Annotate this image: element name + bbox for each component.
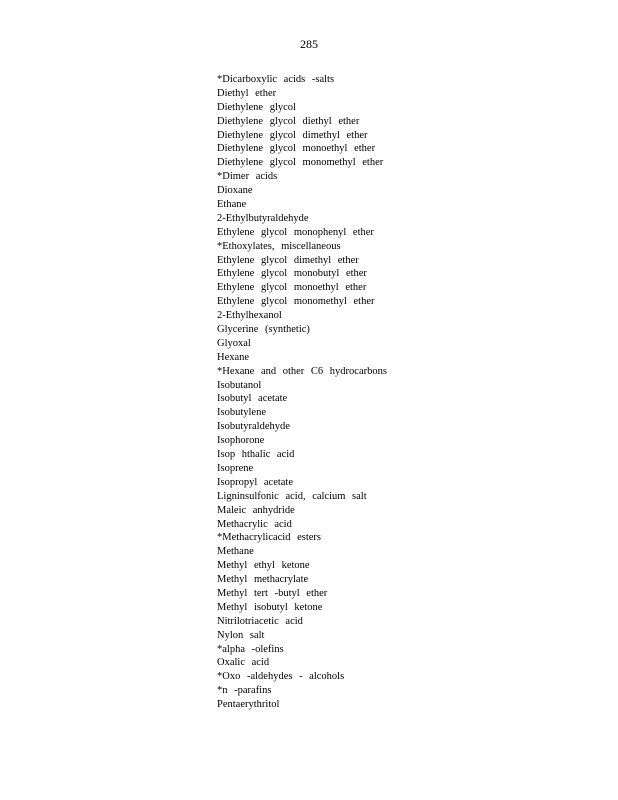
chemical-list-item: *Methacrylicacid esters — [217, 532, 321, 544]
chemical-list-item: Glycerine (synthetic) — [217, 324, 310, 336]
chemical-list-item: Isobutyl acetate — [217, 393, 288, 405]
chemical-list-item: Isobutyraldehyde — [217, 421, 290, 433]
chemical-list-item: 2-Ethylhexanol — [217, 310, 282, 322]
chemical-list-item: Isobutanol — [217, 379, 262, 391]
chemical-list-item: Diethylene glycol monomethyl ether — [217, 157, 384, 169]
chemical-list-item: Diethylene glycol diethyl ether — [217, 115, 360, 127]
chemical-list-item: *Hexane and other C6 hydrocarbons — [217, 365, 387, 377]
chemical-list-item: Isoprene — [217, 462, 254, 474]
chemical-list-item: Methane — [217, 546, 254, 558]
chemical-list-item: Pentaerythritol — [217, 699, 280, 711]
chemical-list-item: Isobutylene — [217, 407, 266, 419]
chemical-list-item: Methyl isobutyl ketone — [217, 601, 323, 613]
chemical-list-item: Maleic anhydride — [217, 504, 295, 516]
chemical-list-item: Diethyl ether — [217, 87, 277, 99]
chemical-list-item: Ethylene glycol monoethyl ether — [217, 282, 367, 294]
chemical-list-item: Isophorone — [217, 435, 265, 447]
chemical-list-item: Diethylene glycol — [217, 101, 296, 113]
chemical-list-item: Methyl tert -butyl ether — [217, 587, 328, 599]
page-number: 285 — [300, 37, 318, 51]
chemical-list — [217, 73, 387, 712]
chemical-list-item: Nitrilotriacetic acid — [217, 615, 303, 627]
chemical-list-item: Isopropyl acetate — [217, 476, 294, 488]
chemical-list-item: *n -parafins — [217, 685, 272, 697]
chemical-list-item: Ethylene glycol monobutyl ether — [217, 268, 367, 280]
chemical-list-item: *Dimer acids — [217, 171, 278, 183]
chemical-list-item: Diethylene glycol monoethyl ether — [217, 143, 376, 155]
chemical-list-item: Isop hthalic acid — [217, 449, 295, 461]
chemical-list-item: Oxalic acid — [217, 657, 270, 669]
chemical-list-item: Methyl ethyl ketone — [217, 560, 310, 572]
chemical-list-item: Ethylene glycol monophenyl ether — [217, 226, 374, 238]
chemical-list-item: Nylon salt — [217, 629, 265, 641]
chemical-list-item: Hexane — [217, 351, 250, 363]
chemical-list-item: Dioxane — [217, 185, 253, 197]
chemical-list-item: Glyoxal — [217, 337, 251, 349]
chemical-list-item: *Dicarboxylic acids -salts — [217, 74, 335, 85]
chemical-list-item: *Oxo -aldehydes - alcohols — [217, 671, 345, 683]
chemical-list-item: Methacrylic acid — [217, 518, 292, 530]
chemical-list-item: Ligninsulfonic acid, calcium salt — [217, 490, 367, 502]
chemical-list-item: Methyl methacrylate — [217, 574, 309, 586]
chemical-list-item: Ethane — [217, 199, 247, 211]
chemical-list-item: *Ethoxylates, miscellaneous — [217, 240, 341, 252]
chemical-list-item: Ethylene glycol dimethyl ether — [217, 254, 359, 266]
chemical-list-item: 2-Ethylbutyraldehyde — [217, 212, 309, 224]
chemical-list-item: Diethylene glycol dimethyl ether — [217, 129, 368, 141]
chemical-list-item: *alpha -olefins — [217, 643, 284, 655]
chemical-list-item: Ethylene glycol monomethyl ether — [217, 296, 375, 308]
